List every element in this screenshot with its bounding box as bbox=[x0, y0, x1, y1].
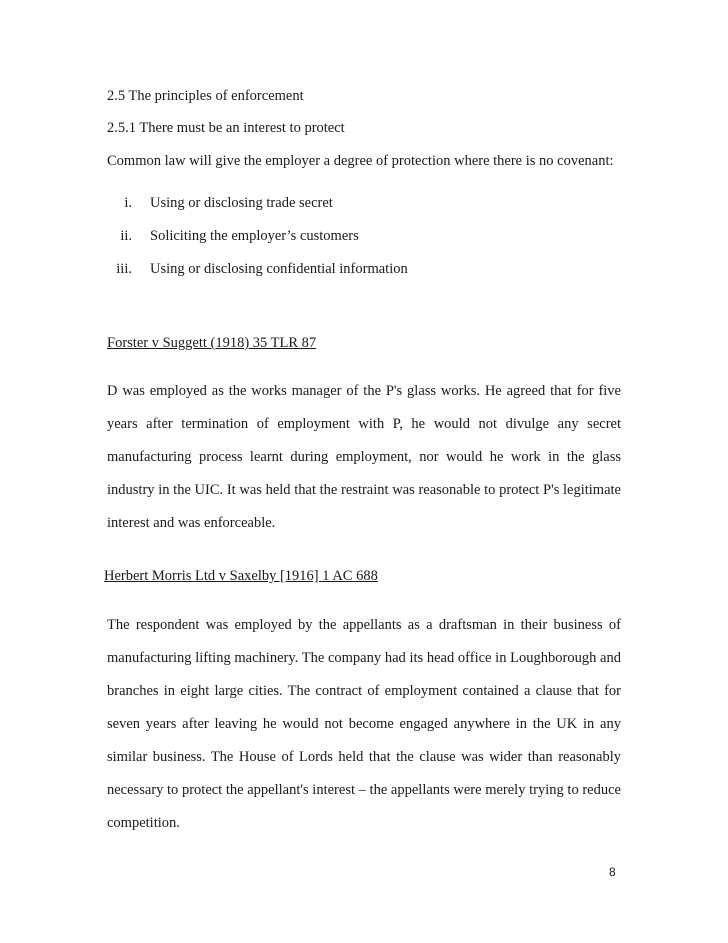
case-body-forster: D was employed as the works manager of the P's glass works. He agreed that for five years after termination of employment with P, he would not divulge any secret manufacturing process learnt during employment, nor would he work in the glass industry in the UIC. It was held that the restraint was reasonable to protect P's legitimate interest and was enforceable. bbox=[107, 383, 621, 531]
list-item-number: iii. bbox=[116, 261, 132, 277]
list-item-text: Using or disclosing confidential information bbox=[150, 261, 408, 277]
page-number: 8 bbox=[609, 865, 616, 879]
case-title-herbert-morris: Herbert Morris Ltd v Saxelby [1916] 1 AC 688 bbox=[104, 568, 378, 584]
intro-paragraph: Common law will give the employer a degree of protection where there is no covenant: bbox=[107, 153, 614, 169]
list-item-text: Soliciting the employer’s customers bbox=[150, 228, 359, 244]
list-item-number: ii. bbox=[120, 228, 132, 244]
subsection-heading: 2.5.1 There must be an interest to protect bbox=[107, 120, 345, 136]
case-title-forster: Forster v Suggett (1918) 35 TLR 87 bbox=[107, 335, 317, 351]
list-item-text: Using or disclosing trade secret bbox=[150, 195, 333, 211]
case-body-herbert-morris: The respondent was employed by the appellants as a draftsman in their business of manufacturing lifting machinery. The company had its head office in Loughborough and branches in eight large cities. The contract of employment contained a clause that for seven years after leaving he would not become engaged anywhere in the UK in any similar business. The House of Lords held that the clause was wider than reasonably necessary to protect the appellant's interest – the appellants were merely trying to reduce competition. bbox=[107, 617, 621, 831]
section-heading: 2.5 The principles of enforcement bbox=[107, 88, 304, 104]
list-item-number: i. bbox=[124, 195, 132, 211]
